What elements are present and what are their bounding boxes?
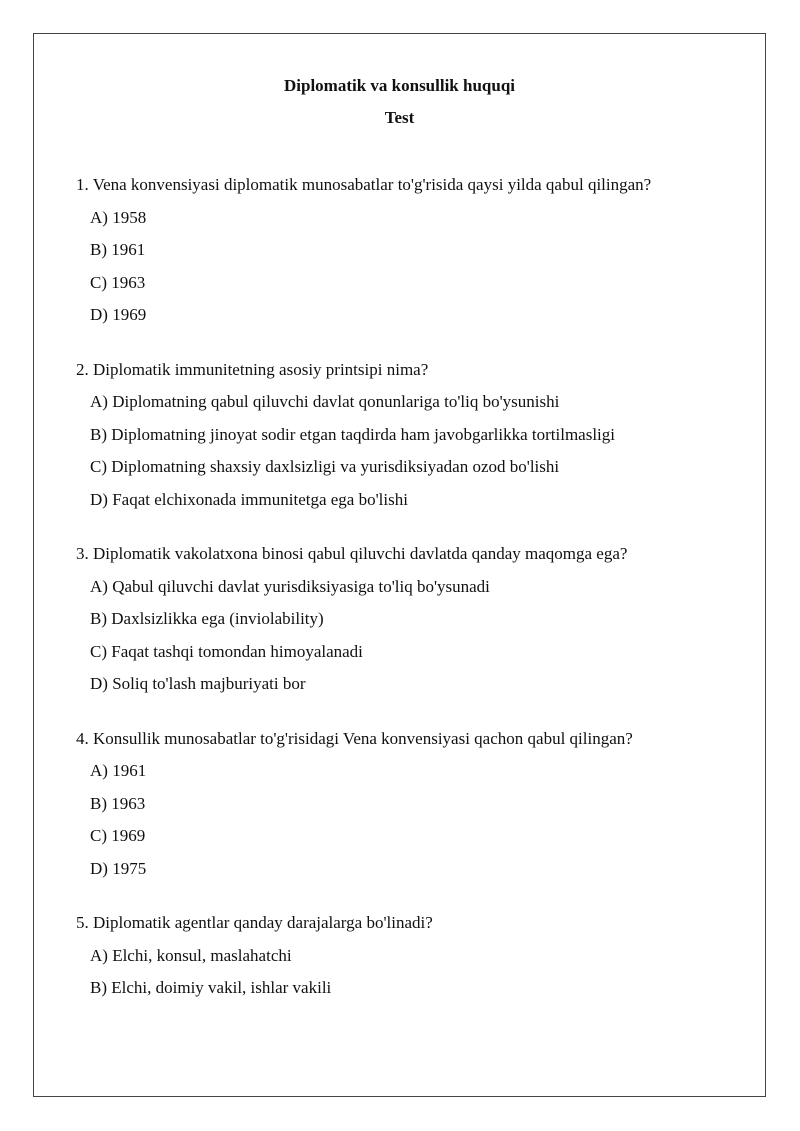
question-1	[76, 174, 756, 326]
option-c: C) Diplomatning shaxsiy daxlsizligi va yurisdiksiyadan ozod bo'lishi	[90, 457, 560, 476]
option-d: D) Soliq to'lash majburiyati bor	[90, 674, 306, 693]
option-b: B) Daxlsizlikka ega (inviolability)	[90, 609, 324, 628]
question-3	[76, 543, 756, 695]
option-c: C) 1963	[90, 272, 146, 292]
option-b: B) 1961	[90, 240, 146, 259]
question-text: 3. Diplomatik vakolatxona binosi qabul qiluvchi davlatda qanday maqomga ega?	[76, 544, 628, 563]
option-a: A) Qabul qiluvchi davlat yurisdiksiyasiga to'liq bo'ysunadi	[90, 576, 490, 596]
option-a: A) Elchi, konsul, maslahatchi	[90, 945, 292, 965]
question-text: 1. Vena konvensiyasi diplomatik munosabatlar to'g'risida qaysi yilda qabul qilingan?	[76, 175, 652, 194]
document-title: Diplomatik va konsullik huquqi	[283, 76, 516, 95]
option-d: D) Faqat elchixonada immunitetga ega bo'lishi	[90, 489, 408, 509]
option-b: B) Diplomatning jinoyat sodir etgan taqdirda ham javobgarlikka tortilmasligi	[90, 424, 616, 444]
question-4	[76, 728, 756, 880]
option-d: D) 1969	[90, 305, 147, 324]
option-c: C) Faqat tashqi tomondan himoyalanadi	[90, 641, 363, 661]
option-a: A) 1958	[90, 207, 147, 227]
option-b: B) Elchi, doimiy vakil, ishlar vakili	[90, 978, 332, 997]
option-a: A) Diplomatning qabul qiluvchi davlat qonunlariga to'liq bo'ysunishi	[90, 392, 560, 411]
question-text: 2. Diplomatik immunitetning asosiy printsipi nima?	[76, 359, 429, 379]
option-a: A) 1961	[90, 761, 147, 780]
question-text: 5. Diplomatik agentlar qanday darajalarga bo'linadi?	[76, 913, 433, 932]
question-2	[76, 359, 756, 511]
question-list	[76, 174, 756, 1032]
document-subtitle: Test	[384, 108, 415, 127]
document-header	[33, 75, 766, 129]
option-b: B) 1963	[90, 793, 146, 813]
question-text: 4. Konsullik munosabatlar to'g'risidagi Vena konvensiyasi qachon qabul qilingan?	[76, 728, 633, 748]
option-d: D) 1975	[90, 858, 147, 878]
question-5	[76, 912, 756, 999]
option-c: C) 1969	[90, 826, 146, 845]
